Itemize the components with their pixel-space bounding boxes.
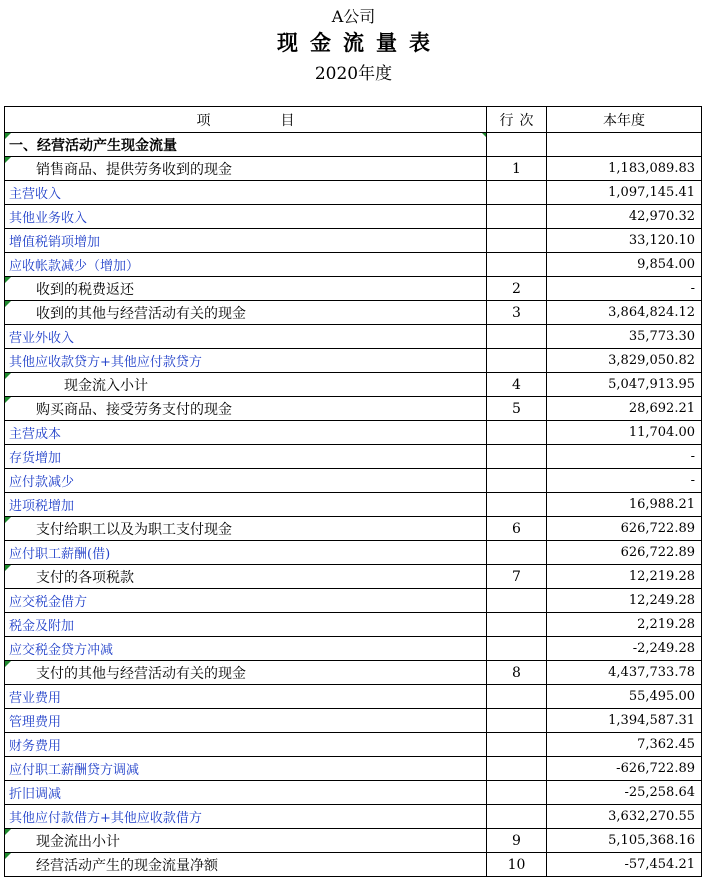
line-number-cell[interactable] [487,349,547,373]
amount-cell[interactable]: 3,829,050.82 [547,349,702,373]
item-label: 营业外收入 [9,331,75,346]
line-number-cell[interactable] [487,493,547,517]
amount-cell[interactable]: 9,854.00 [547,253,702,277]
line-number-cell[interactable] [487,325,547,349]
item-label: 支付给职工以及为职工支付现金 [36,521,232,538]
table-row [5,685,702,709]
amount-cell[interactable]: -2,249.28 [547,637,702,661]
table-row [5,445,702,469]
item-label: 应收帐款减少（增加） [9,259,140,274]
item-cell[interactable] [5,253,487,277]
table-row [5,397,702,421]
item-label: 收到的税费返还 [36,281,134,298]
amount-cell[interactable]: 3,632,270.55 [547,805,702,829]
amount-cell[interactable]: 11,704.00 [547,421,702,445]
line-number-cell[interactable]: 9 [487,829,547,853]
line-number-cell[interactable]: 4 [487,373,547,397]
item-cell[interactable] [5,181,487,205]
line-number-cell[interactable] [487,229,547,253]
line-number-cell[interactable] [487,613,547,637]
item-label: 支付的各项税款 [36,569,134,586]
comment-marker [5,373,11,379]
item-cell[interactable] [5,517,487,541]
line-number-cell[interactable] [487,781,547,805]
line-number-cell[interactable] [487,757,547,781]
item-label: 应交税金借方 [9,595,88,610]
item-cell[interactable] [5,397,487,421]
amount-cell[interactable]: 1,097,145.41 [547,181,702,205]
amount-cell[interactable]: 7,362.45 [547,733,702,757]
item-label: 其他业务收入 [9,211,88,226]
table-row [5,277,702,301]
table-row [5,373,702,397]
item-label: 现金流入小计 [64,377,148,394]
amount-cell[interactable]: 626,722.89 [547,517,702,541]
comment-marker [5,853,11,859]
line-number-cell[interactable] [487,685,547,709]
item-cell[interactable] [5,301,487,325]
table-row [5,229,702,253]
item-cell[interactable] [5,781,487,805]
table-header-row [5,107,702,133]
item-cell[interactable] [5,445,487,469]
amount-cell[interactable]: 55,495.00 [547,685,702,709]
line-number-cell[interactable]: 8 [487,661,547,685]
item-label: 经营活动产生的现金流量净额 [36,857,218,874]
table-row [5,757,702,781]
item-cell[interactable] [5,565,487,589]
table-row [5,205,702,229]
table-row [5,637,702,661]
item-label: 应交税金贷方冲减 [9,643,114,658]
column-header-item[interactable]: 项目 [5,107,487,133]
item-cell[interactable] [5,709,487,733]
comment-marker [5,565,11,571]
item-label: 收到的其他与经营活动有关的现金 [36,305,246,322]
line-number-cell[interactable]: 7 [487,565,547,589]
item-cell[interactable] [5,469,487,493]
line-number-cell[interactable]: 2 [487,277,547,301]
item-label: 财务费用 [9,739,62,754]
table-row [5,541,702,565]
item-label: 增值税销项增加 [9,235,101,250]
item-cell[interactable] [5,853,487,877]
item-cell[interactable] [5,349,487,373]
comment-marker [482,133,486,137]
amount-cell[interactable]: - [547,277,702,301]
item-label: 存货增加 [9,451,62,466]
comment-marker [5,517,11,523]
line-number-cell[interactable] [487,637,547,661]
item-cell[interactable] [5,733,487,757]
item-label: 主营收入 [9,187,62,202]
line-number-cell[interactable]: 1 [487,157,547,181]
comment-marker [5,661,11,667]
amount-cell[interactable]: 16,988.21 [547,493,702,517]
item-cell[interactable] [5,133,487,157]
line-number-cell[interactable] [487,541,547,565]
line-number-cell[interactable] [487,205,547,229]
item-cell[interactable] [5,277,487,301]
amount-cell[interactable]: 1,183,089.83 [547,157,702,181]
amount-cell[interactable]: 4,437,733.78 [547,661,702,685]
line-number-cell[interactable] [487,733,547,757]
item-label: 主营成本 [9,427,62,442]
item-label: 应付款减少 [9,475,75,490]
table-row [5,853,702,877]
item-label: 应付职工薪酬贷方调减 [9,763,140,778]
line-number-cell[interactable]: 6 [487,517,547,541]
item-label: 销售商品、提供劳务收到的现金 [36,161,232,178]
comment-marker [5,301,11,307]
item-cell[interactable] [5,229,487,253]
item-cell[interactable] [5,757,487,781]
table-row [5,325,702,349]
item-cell[interactable] [5,325,487,349]
item-cell[interactable] [5,829,487,853]
item-label: 进项税增加 [9,499,75,514]
column-header-line[interactable]: 行次 [487,107,547,133]
line-number-cell[interactable] [487,421,547,445]
amount-cell[interactable]: -57,454.21 [547,853,702,877]
item-label: 折旧调减 [9,787,62,802]
amount-cell[interactable]: 5,105,368.16 [547,829,702,853]
line-number-cell[interactable] [487,469,547,493]
amount-cell[interactable]: 33,120.10 [547,229,702,253]
item-label: 一、经营活动产生现金流量 [9,137,177,154]
table-row [5,349,702,373]
table-row [5,157,702,181]
table-row [5,421,702,445]
amount-cell[interactable]: 2,219.28 [547,613,702,637]
item-cell[interactable] [5,805,487,829]
item-cell[interactable] [5,493,487,517]
amount-cell[interactable] [547,133,702,157]
item-cell[interactable] [5,373,487,397]
table-row [5,517,702,541]
item-label: 购买商品、接受劳务支付的现金 [36,401,232,418]
line-number-cell[interactable]: 3 [487,301,547,325]
statement-title: 现金流量表 [277,30,442,55]
item-cell[interactable] [5,421,487,445]
line-number-cell[interactable]: 5 [487,397,547,421]
amount-cell[interactable]: 12,219.28 [547,565,702,589]
amount-cell[interactable]: 1,394,587.31 [547,709,702,733]
table-row [5,709,702,733]
item-label: 其他应收款贷方+其他应付款贷方 [9,355,202,370]
table-row [5,493,702,517]
item-cell[interactable] [5,685,487,709]
item-label: 其他应付款借方+其他应收款借方 [9,811,202,826]
item-cell[interactable] [5,589,487,613]
table-row [5,565,702,589]
item-label: 应付职工薪酬(借) [9,547,111,562]
table-row [5,781,702,805]
amount-cell[interactable]: - [547,469,702,493]
cash-flow-table [4,106,702,877]
amount-cell[interactable]: 12,249.28 [547,589,702,613]
line-number-cell[interactable] [487,133,547,157]
fiscal-period: 2020年度 [314,64,393,84]
item-cell[interactable] [5,637,487,661]
item-label: 营业费用 [9,691,62,706]
line-number-cell[interactable]: 10 [487,853,547,877]
table-row [5,181,702,205]
comment-marker [5,397,11,403]
amount-cell[interactable]: 626,722.89 [547,541,702,565]
item-label: 税金及附加 [9,619,75,634]
item-label: 支付的其他与经营活动有关的现金 [36,665,246,682]
comment-marker [5,133,11,139]
comment-marker [5,829,11,835]
line-number-cell[interactable] [487,709,547,733]
amount-cell[interactable]: 35,773.30 [547,325,702,349]
company-name: A公司 [331,7,376,26]
line-number-cell[interactable] [487,589,547,613]
line-number-cell[interactable] [487,445,547,469]
table-row [5,613,702,637]
amount-cell[interactable]: - [547,445,702,469]
table-row [5,469,702,493]
item-cell[interactable] [5,613,487,637]
item-cell[interactable] [5,541,487,565]
table-row [5,589,702,613]
item-cell[interactable] [5,157,487,181]
table-row [5,301,702,325]
comment-marker [5,277,11,283]
amount-cell[interactable]: 42,970.32 [547,205,702,229]
table-row [5,133,702,157]
comment-marker [5,157,11,163]
item-label: 现金流出小计 [36,833,120,850]
amount-cell[interactable]: 5,047,913.95 [547,373,702,397]
table-row [5,805,702,829]
table-row [5,829,702,853]
table-row [5,253,702,277]
column-header-amount[interactable]: 本年度 [547,107,702,133]
item-label: 管理费用 [9,715,62,730]
item-cell[interactable] [5,205,487,229]
item-cell[interactable] [5,661,487,685]
line-number-cell[interactable] [487,181,547,205]
table-row [5,733,702,757]
table-row [5,661,702,685]
amount-cell[interactable]: -25,258.64 [547,781,702,805]
line-number-cell[interactable] [487,253,547,277]
line-number-cell[interactable] [487,805,547,829]
amount-cell[interactable]: 28,692.21 [547,397,702,421]
amount-cell[interactable]: 3,864,824.12 [547,301,702,325]
amount-cell[interactable]: -626,722.89 [547,757,702,781]
